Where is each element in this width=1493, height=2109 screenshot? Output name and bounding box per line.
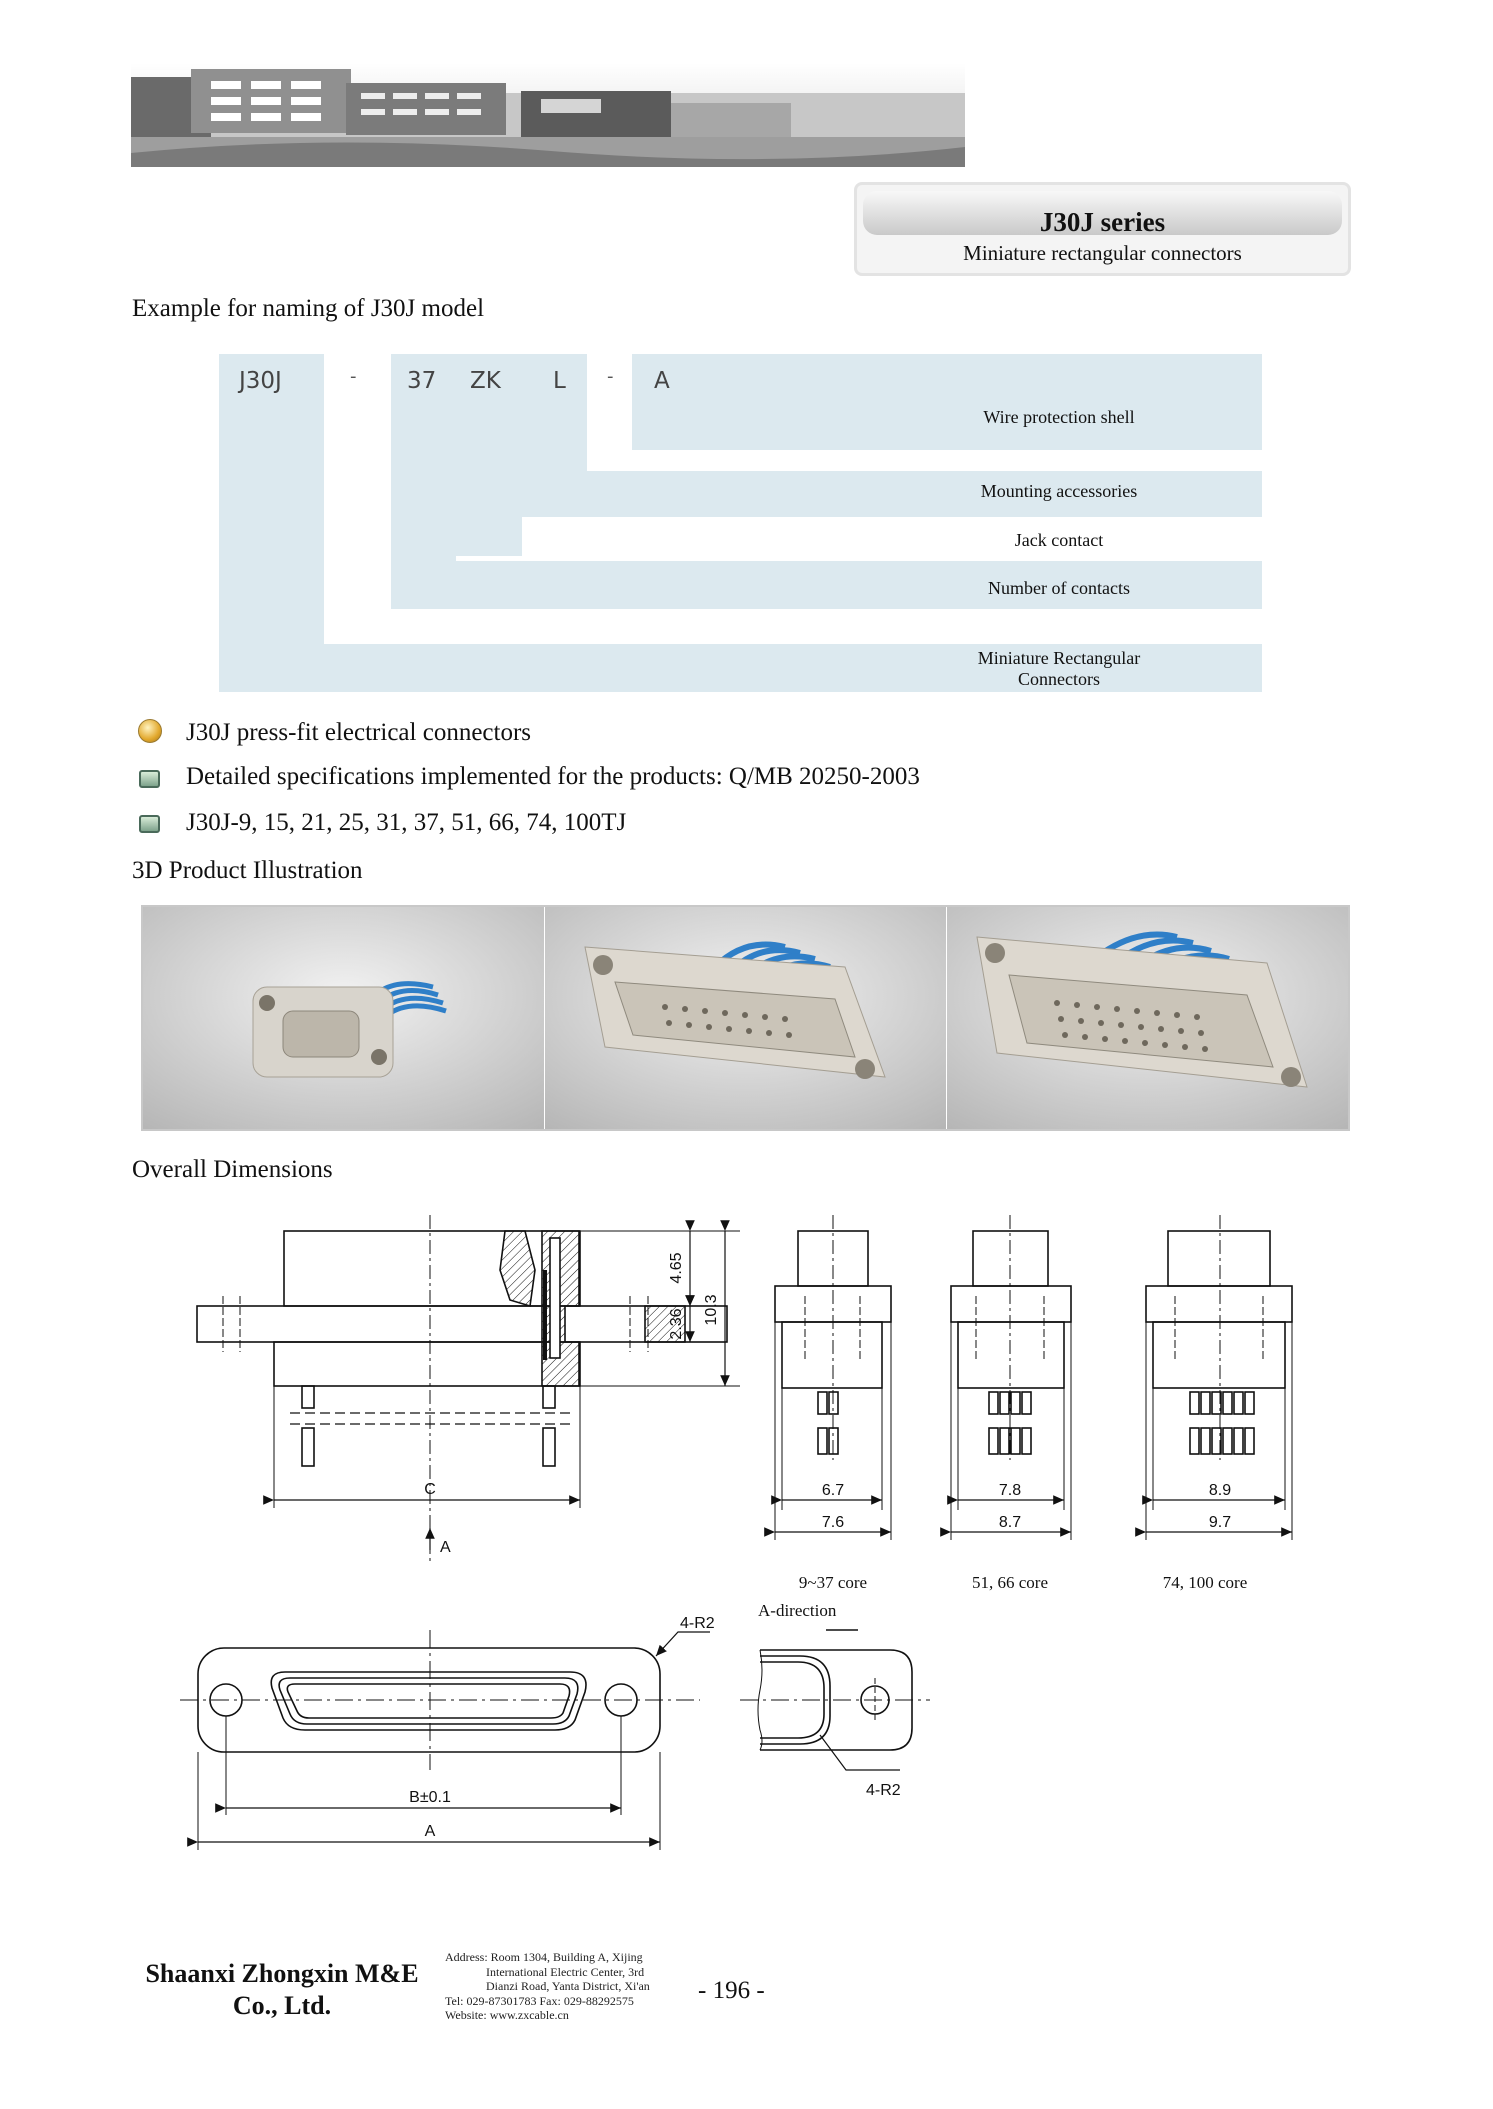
label-jack: Jack contact [1014,530,1104,550]
front-radius-label: 4-R2 [680,1615,715,1632]
code-series: J30J [239,368,282,394]
dim-label-c: C [424,1481,436,1498]
naming-heading: Example for naming of J30J model [132,295,485,322]
dim-label-4-65: 4.65 [668,1252,685,1284]
product-photo-strip [141,905,1350,1131]
footer-address-line3: Dianzi Road, Yanta District, Xi'an [486,1979,650,1994]
square-bullet-icon [139,815,160,833]
product-photo-small [143,907,544,1129]
a-direction-title: A-direction [758,1601,837,1620]
code-dash-2: - [607,366,614,387]
footer-address [445,1950,685,2023]
front-view [180,1630,710,1850]
series-subtitle: Miniature rectangular connectors [963,241,1242,265]
core-2-caption: 51, 66 core [971,1573,1049,1592]
front-b-label: B±0.1 [409,1789,451,1806]
core-2-inner: 7.8 [998,1482,1022,1499]
code-contacts: 37 [407,368,437,394]
code-a: A [654,368,670,394]
code-zk: ZK [470,368,501,394]
dimension-drawing [170,1210,1340,1860]
product-photo-medium [545,907,946,1129]
naming-diagram-shapes [219,354,1262,692]
core-2-outer: 8.7 [998,1514,1022,1531]
bullet-text-1: J30J press-fit electrical connectors [186,719,532,746]
code-dash-1: - [350,366,357,387]
dim-label-a-arrow: A [440,1539,451,1556]
side-view [197,1215,740,1562]
series-title-box [854,182,1351,276]
footer-company-line2: Co., Ltd. [232,1991,332,2020]
label-mounting: Mounting accessories [980,481,1138,501]
label-wire-protection: Wire protection shell [983,407,1135,427]
footer-website: Website: www.zxcable.cn [445,2008,569,2023]
core-1-outer: 7.6 [821,1514,845,1531]
label-miniature: Miniature Rectangular Connectors [977,648,1141,689]
a-direction-view [740,1630,930,1770]
product-photo-large [947,907,1348,1129]
code-l: L [553,368,566,394]
front-a-label: A [424,1823,436,1840]
footer-contact: Tel: 029-87301783 Fax: 029-88292575 [445,1993,634,2008]
label-number: Number of contacts [988,578,1130,598]
core-1-caption: 9~37 core [798,1573,868,1592]
header-banner-image [131,63,965,167]
footer-address-line2: International Electric Center, 3rd [486,1964,645,1979]
core-1-inner: 6.7 [821,1482,845,1499]
a-direction-radius: 4-R2 [866,1782,901,1799]
illustration-heading: 3D Product Illustration [132,857,363,884]
series-title: J30J series [1039,207,1166,237]
bullet-text-3: J30J-9, 15, 21, 25, 31, 37, 51, 66, 74, 100TJ [186,809,627,836]
page-number: - 196 - [698,1977,765,2004]
core-3-inner: 8.9 [1208,1482,1232,1499]
footer-address-line1: Address: Room 1304, Building A, Xijing [445,1950,643,1964]
gold-circle-bullet-icon [138,719,162,743]
footer-company [132,1958,432,2022]
naming-diagram [219,354,1262,692]
core-3-caption: 74, 100 core [1162,1573,1248,1592]
square-bullet-icon [139,770,160,788]
dim-label-10-3: 10.3 [703,1294,720,1326]
dimensions-heading: Overall Dimensions [132,1156,333,1183]
dim-label-2-36: 2.36 [668,1308,685,1340]
footer-company-line1: Shaanxi Zhongxin M&E [145,1959,419,1988]
core-3-outer: 9.7 [1208,1514,1232,1531]
bullet-text-2: Detailed specifications implemented for the products: Q/MB 20250-2003 [186,763,920,790]
